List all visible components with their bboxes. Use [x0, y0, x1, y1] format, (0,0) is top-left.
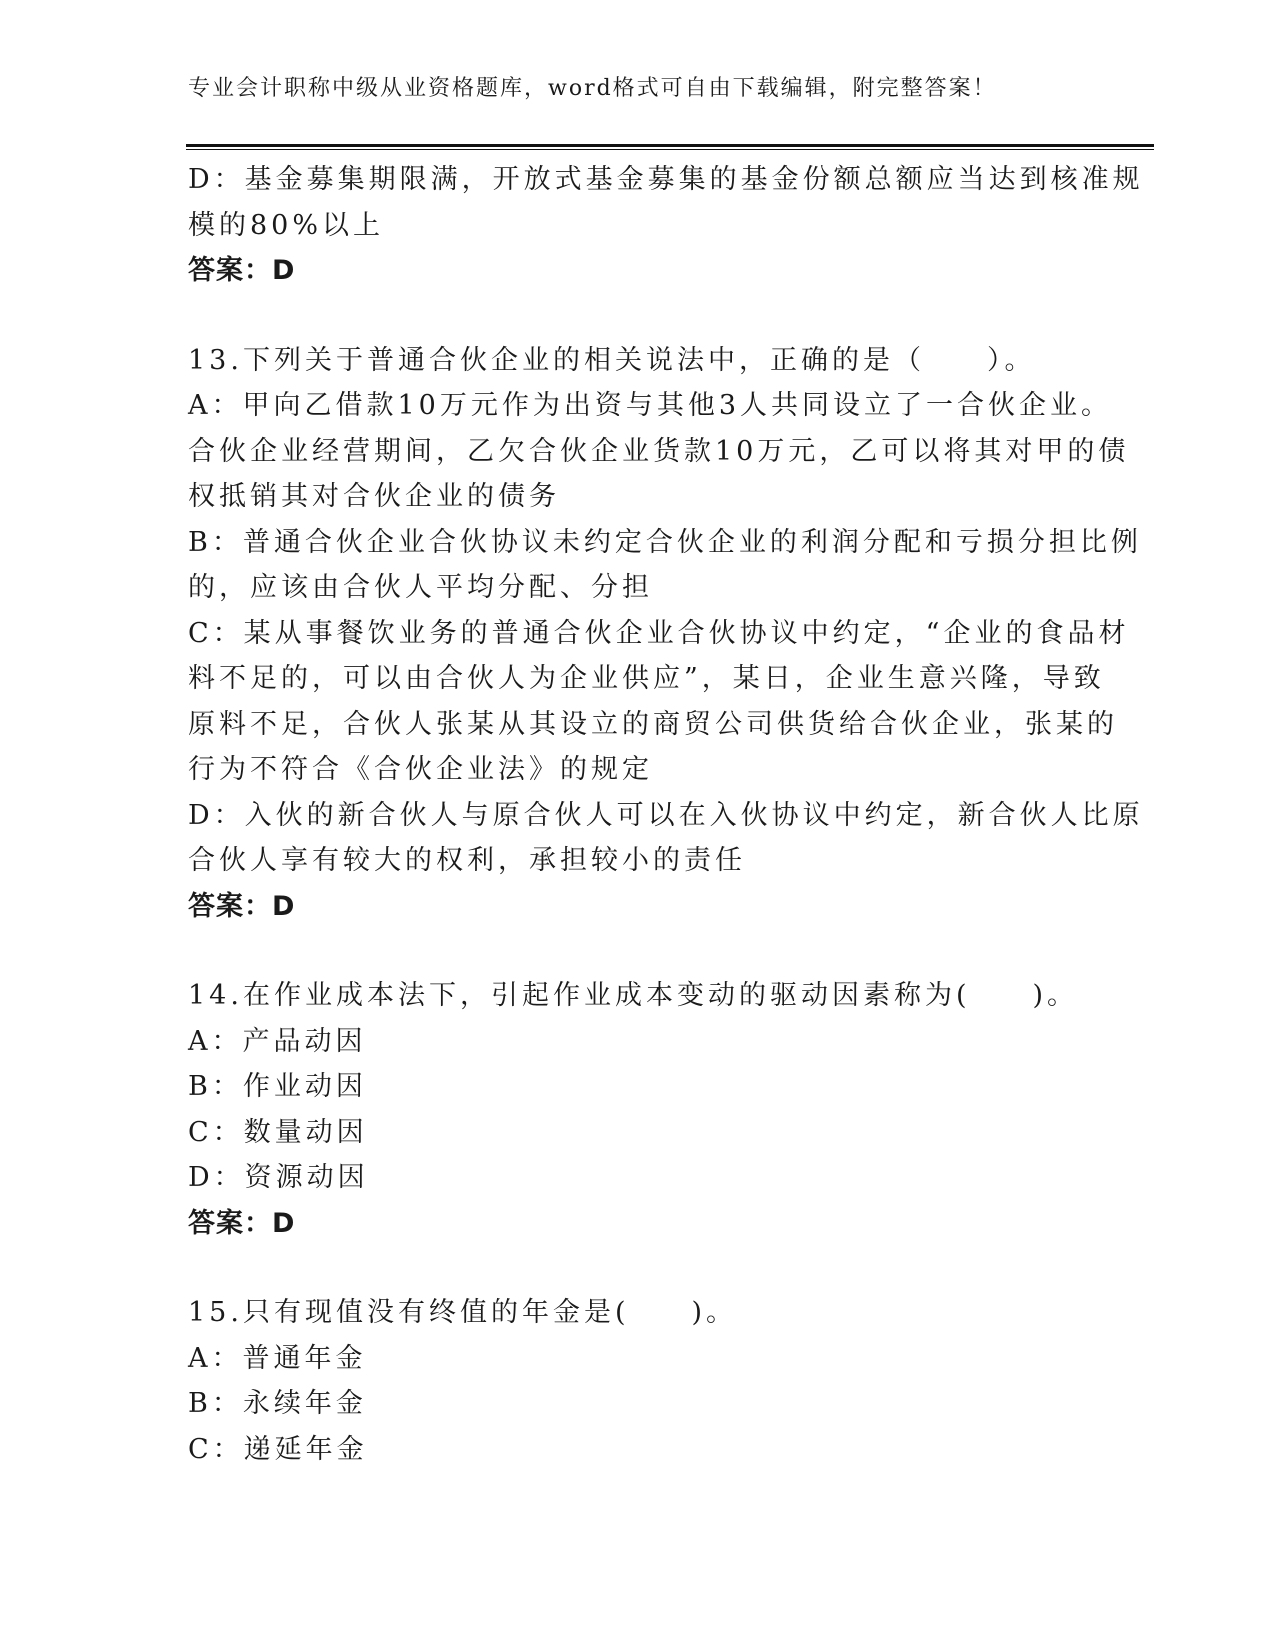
- spacer: [188, 294, 1088, 338]
- question-block: [188, 157, 1144, 294]
- answer-line: 答案：D: [188, 1207, 296, 1239]
- option-line: D：入伙的新合伙人与原合伙人可以在入伙协议中约定，新合伙人比原: [188, 799, 1144, 831]
- header-divider: [186, 144, 1154, 150]
- question-block: [188, 973, 1088, 1246]
- option-line: A：产品动因: [188, 1025, 367, 1057]
- option-line: 料不足的，可以由合伙人为企业供应”，某日，企业生意兴隆，导致: [188, 663, 1105, 694]
- option-line: 行为不符合《合伙企业法》的规定: [188, 754, 653, 785]
- option-line: D：资源动因: [188, 1162, 369, 1193]
- option-line: B：永续年金: [188, 1388, 367, 1419]
- option-line: 模的80%以上: [188, 209, 385, 241]
- question-title: 13.下列关于普通合伙企业的相关说法中，正确的是（ ）。: [188, 344, 1036, 376]
- option-line: A：普通年金: [188, 1342, 367, 1374]
- option-line: 合伙企业经营期间，乙欠合伙企业货款10万元，乙可以将其对甲的债: [188, 435, 1130, 467]
- option-line: 权抵销其对合伙企业的债务: [188, 481, 560, 512]
- document-body: [188, 157, 1144, 1472]
- question-title: 14.在作业成本法下，引起作业成本变动的驱动因素称为( )。: [188, 980, 1079, 1011]
- option-line: C：数量动因: [188, 1116, 368, 1148]
- answer-line: 答案：D: [188, 890, 296, 922]
- option-line: C：某从事餐饮业务的普通合伙企业合伙协议中约定，“企业的食品材: [188, 617, 1130, 649]
- question-title: 15.只有现值没有终值的年金是( )。: [188, 1297, 738, 1328]
- spacer: [188, 1246, 1088, 1290]
- option-line: 原料不足，合伙人张某从其设立的商贸公司供货给合伙企业，张某的: [188, 708, 1118, 740]
- spacer: [188, 929, 1088, 973]
- option-line: B：普通合伙企业合伙协议未约定合伙企业的利润分配和亏损分担比例: [188, 526, 1142, 558]
- option-line: D：基金募集期限满，开放式基金募集的基金份额总额应当达到核准规: [188, 164, 1144, 195]
- option-line: 的，应该由合伙人平均分配、分担: [188, 572, 653, 603]
- option-line: B：作业动因: [188, 1071, 367, 1102]
- question-block: [188, 338, 1144, 930]
- page-header: 专业会计职称中级从业资格题库，word格式可自由下载编辑，附完整答案！: [188, 76, 997, 101]
- option-line: 合伙人享有较大的权利，承担较小的责任: [188, 845, 746, 876]
- option-line: C：递延年金: [188, 1433, 368, 1465]
- option-line: A：甲向乙借款10万元作为出资与其他3人共同设立了一合伙企业。: [188, 390, 1113, 421]
- question-block: [188, 1290, 1088, 1472]
- answer-line: 答案：D: [188, 255, 296, 286]
